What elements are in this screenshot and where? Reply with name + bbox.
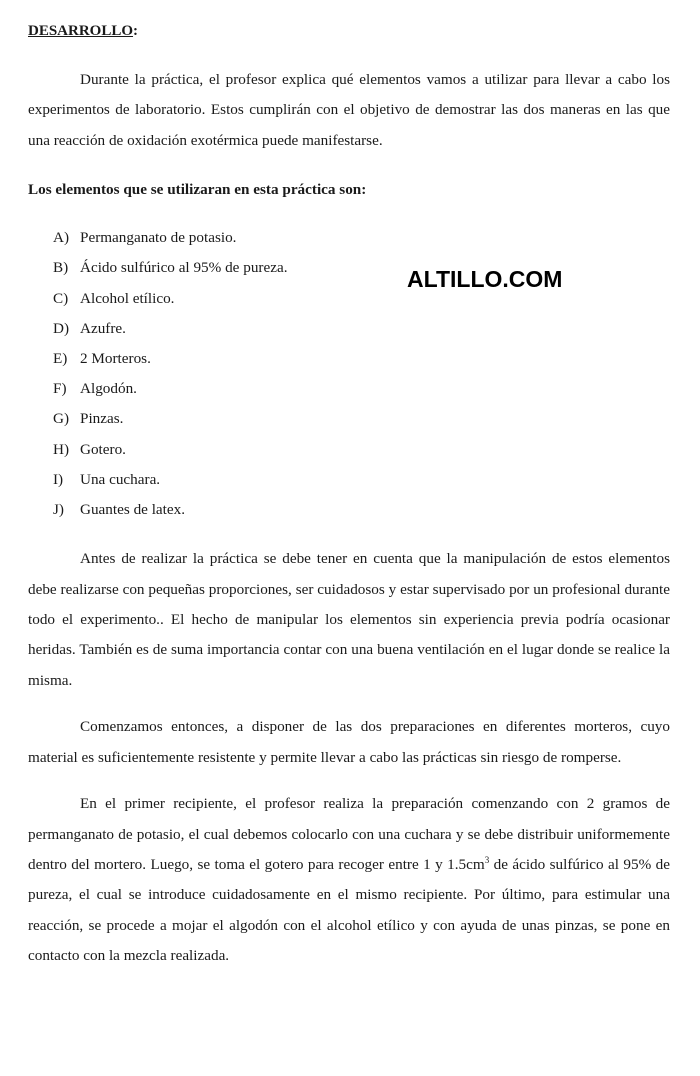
section-title — [28, 18, 670, 44]
list-item — [53, 404, 670, 434]
list-item-letter: B) — [53, 259, 69, 277]
list-item-text: Gotero. — [80, 440, 126, 458]
unit-superscript: 3 — [484, 854, 490, 865]
list-item-letter: F) — [53, 380, 67, 398]
list-item-letter: C) — [53, 289, 69, 307]
list-item-text: Alcohol etílico. — [80, 289, 175, 307]
list-item-letter: H) — [53, 440, 70, 458]
list-item-text: Pinzas. — [80, 410, 124, 428]
list-item — [53, 465, 670, 495]
list-item — [53, 435, 670, 465]
list-item-letter: E) — [53, 350, 68, 368]
list-item-text: 2 Morteros. — [80, 350, 151, 368]
list-item — [53, 253, 670, 283]
list-item — [53, 314, 670, 344]
list-item — [53, 374, 670, 404]
safety-paragraph: Antes de realizar la práctica se debe tener en cuenta que la manipulación de estos elementos debe realizarse con pequeñas proporciones, ser cuidadosos y estar supervisado por un profesional durante todo el experimento.. El hecho de manipular los elementos sin experiencia previa podría ocasionar heridas. También es de suma importancia contar con una buena ventilación en el lugar donde se realice la misma. — [28, 550, 670, 689]
document-page — [28, 18, 670, 972]
list-item-letter: A) — [53, 229, 70, 247]
intro-paragraph: Durante la práctica, el profesor explica qué elementos vamos a utilizar para llevar a cabo los experimentos de laboratorio. Estos cumplirán con el objetivo de demostrar las dos maneras en las que una reacción de oxidación exotérmica puede manifestarse. — [28, 71, 670, 149]
procedure-text-end: de ácido sulfúrico al 95% de pureza, el cual se introduce cuidadosamente en el mismo recipiente. Por último, para estimular una reacción, se procede a mojar el algodón con el alcohol etílico y con ayuda de unas pinzas, se pone en contacto con la mezcla realizada. — [28, 855, 670, 965]
list-item-letter: G) — [53, 410, 70, 428]
list-item — [53, 344, 670, 374]
elements-list — [28, 223, 670, 525]
section-title-colon: : — [133, 23, 139, 39]
watermark-logo: ALTILLO.COM — [407, 266, 563, 292]
list-item-text: Azufre. — [80, 319, 126, 337]
list-item-text: Algodón. — [80, 380, 137, 398]
list-item-text: Ácido sulfúrico al 95% de pureza. — [80, 259, 288, 277]
list-item-text: Guantes de latex. — [80, 501, 186, 519]
list-item-letter: J) — [53, 501, 64, 519]
elements-heading: Los elementos que se utilizaran en esta práctica son: — [28, 181, 367, 199]
list-item — [53, 495, 670, 525]
list-item-text: Una cuchara. — [80, 470, 161, 488]
list-item-letter: D) — [53, 319, 70, 337]
list-item-letter: I) — [53, 470, 64, 488]
list-item — [53, 284, 670, 314]
procedure-paragraph — [28, 789, 670, 971]
section-title-text: DESARROLLO — [28, 23, 134, 39]
procedure-text-start: En el primer recipiente, el profesor realiza la preparación comenzando con 2 gramos de permanganato de potasio, el cual debemos colocarlo con una cuchara y se debe distribuir uniformemente dentro del mortero. Luego, se toma el gotero para recoger entre 1 y 1.5cm — [28, 795, 670, 873]
list-item-text: Permanganato de potasio. — [80, 229, 237, 247]
mortars-paragraph: Comenzamos entonces, a disponer de las dos preparaciones en diferentes morteros, cuyo material es suficientemente resistente y permite llevar a cabo las prácticas sin riesgo de romperse. — [28, 718, 670, 766]
list-item — [53, 223, 670, 253]
